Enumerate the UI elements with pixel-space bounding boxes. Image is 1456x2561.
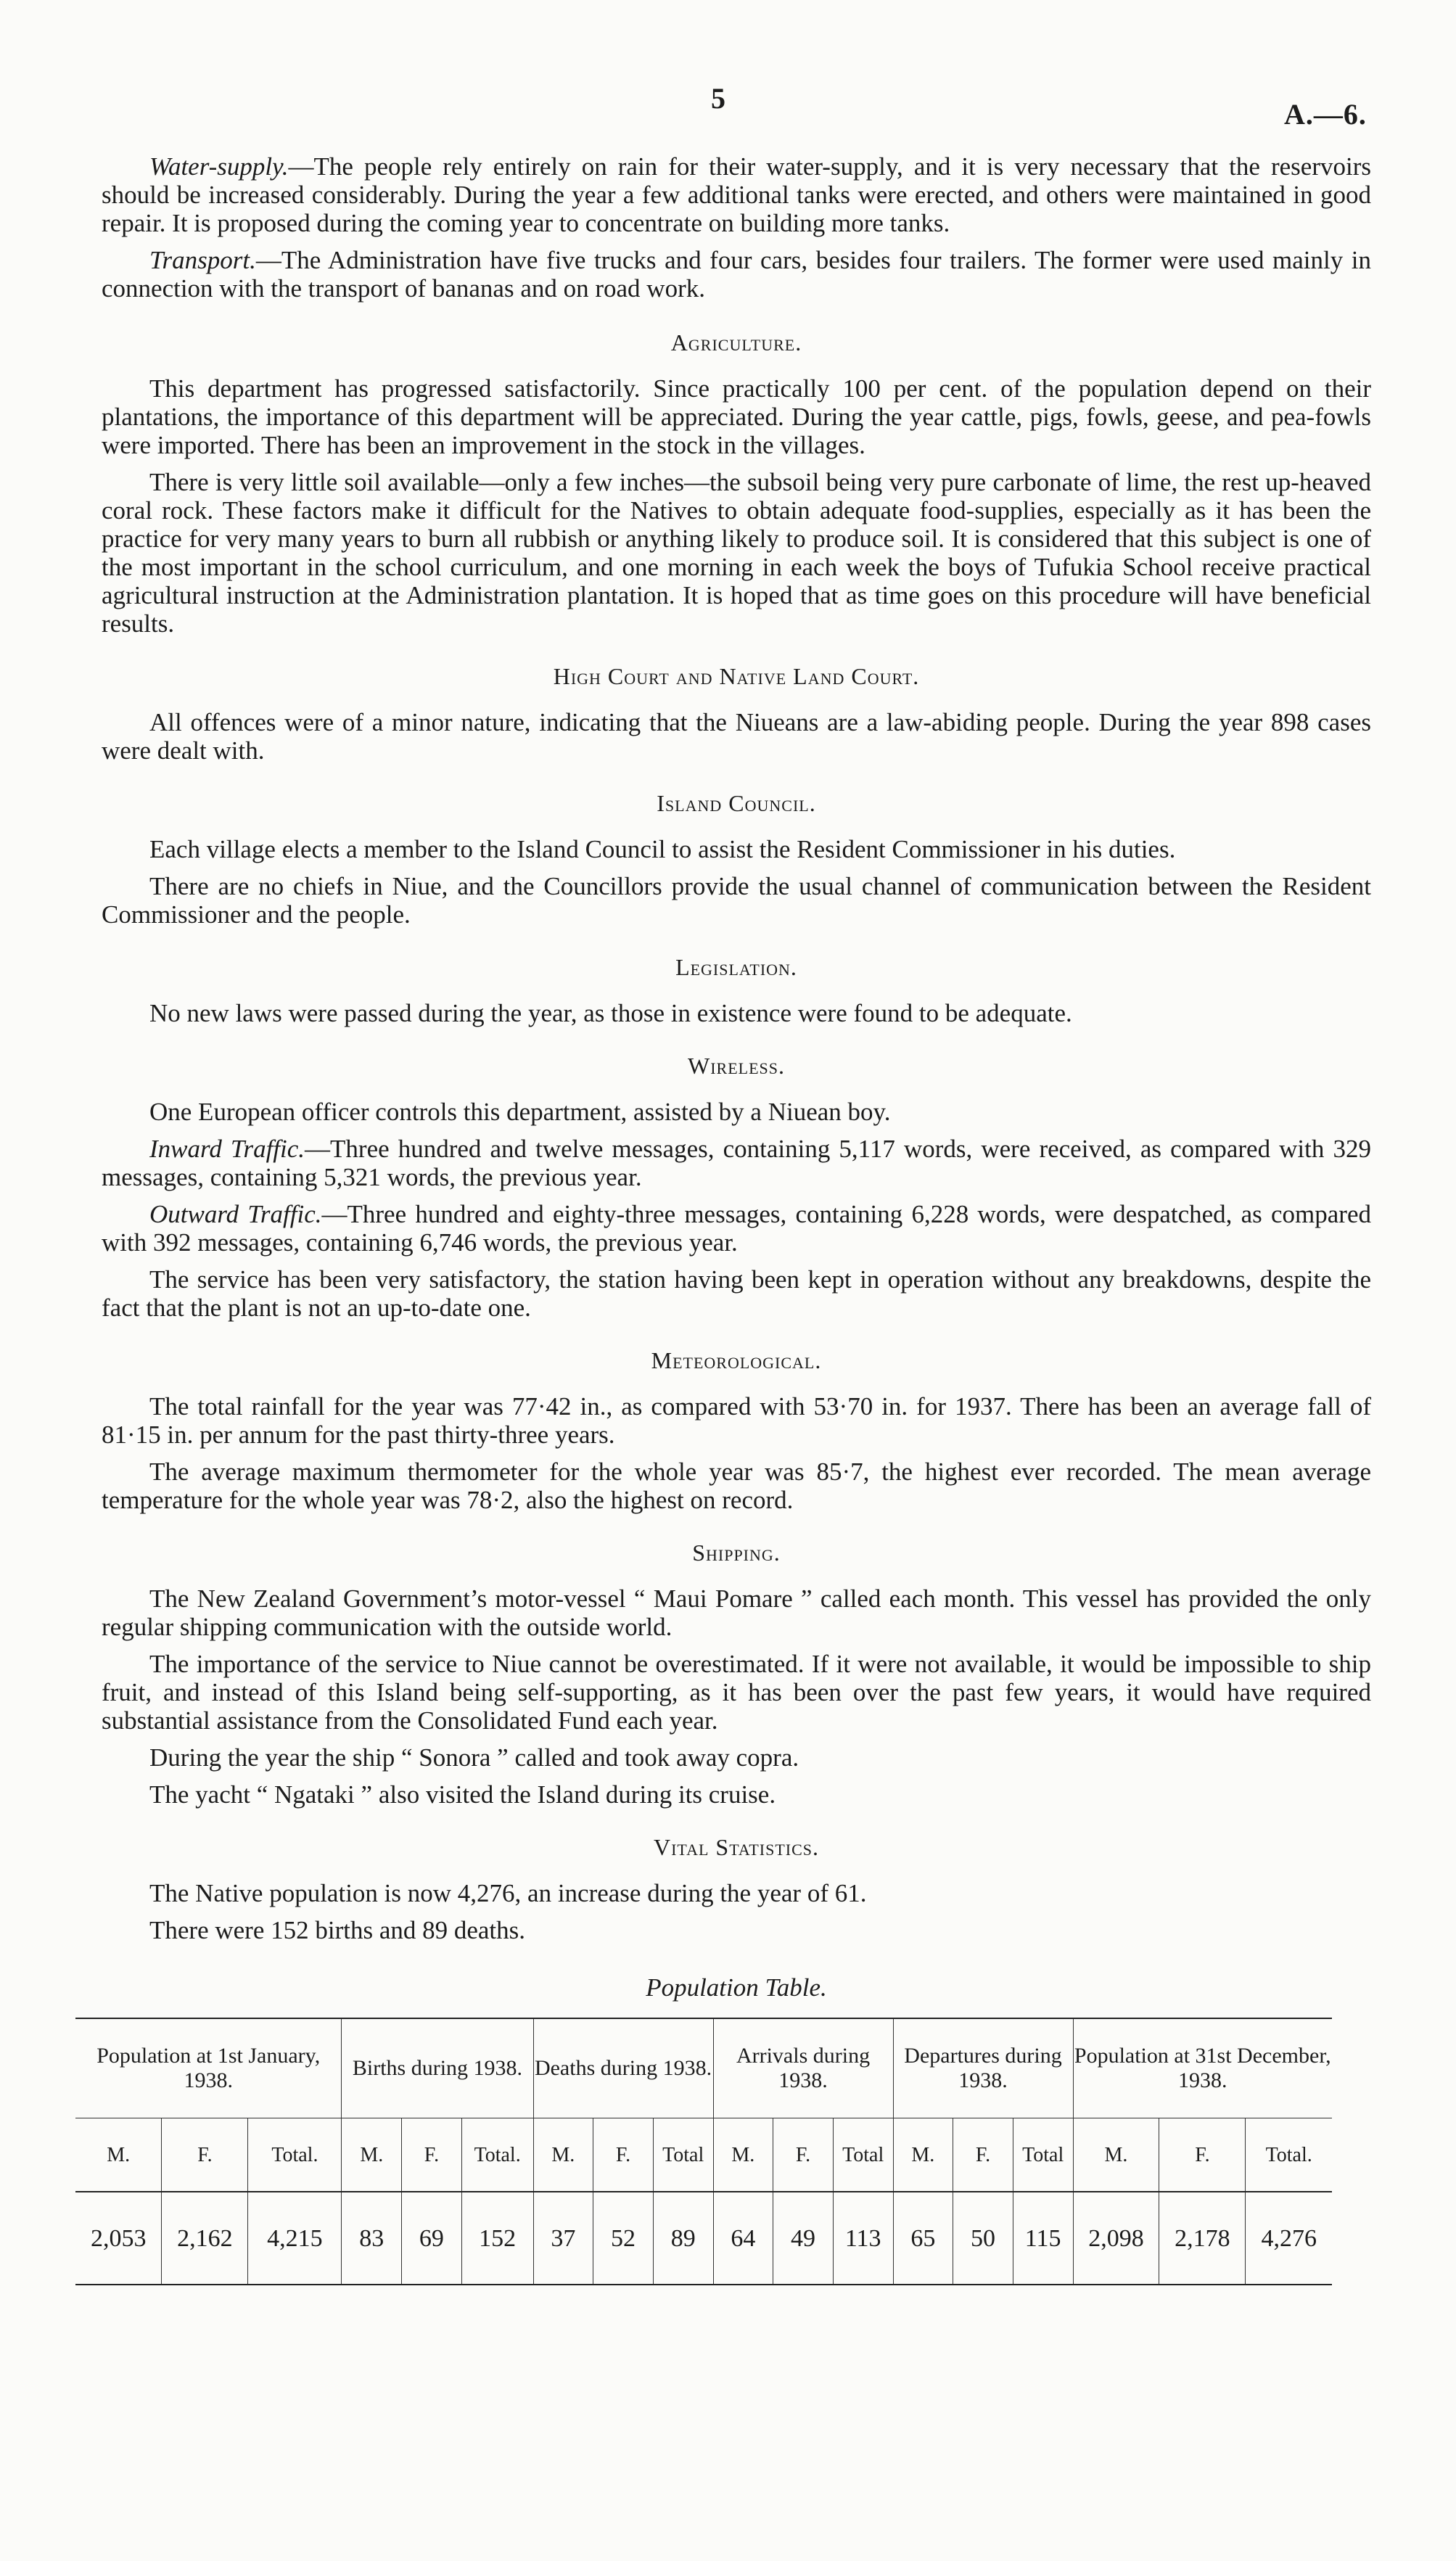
table-cell: 2,162 (162, 2192, 248, 2285)
inward-traffic-lead: Inward Traffic. (149, 1135, 305, 1163)
subheader-cell: F. (773, 2118, 834, 2192)
council-paragraph-2: There are no chiefs in Niue, and the Councillors provide the usual channel of communication between the Resident Commissioner and the people. (102, 872, 1371, 929)
document-code: A.—6. (1284, 98, 1367, 131)
page-number: 5 (711, 82, 725, 115)
vital-statistics-heading: Vital Statistics. (653, 1834, 820, 1860)
outward-traffic-lead: Outward Traffic. (149, 1200, 322, 1228)
table-cell: 152 (461, 2192, 533, 2285)
table-cell: 2,098 (1073, 2192, 1159, 2285)
court-paragraph: All offences were of a minor nature, indicating that the Niueans are a law-abiding people. During the year 898 cases were dealt with. (102, 708, 1371, 765)
population-table-caption: Population Table. (646, 1973, 827, 2002)
table-cell: 50 (953, 2192, 1013, 2285)
table-cell: 65 (893, 2192, 953, 2285)
transport-text: —The Administration have five trucks and four cars, besides four trailers. The former were used mainly in connection with the transport of bananas and on road work. (102, 246, 1371, 303)
subheader-cell: F. (593, 2118, 654, 2192)
water-supply-text: —The people rely entirely on rain for their water-supply, and it is very necessary that the reservoirs should be increased considerably. During the year a few additional tanks were erected, and others were maintained in good repair. It is proposed during the coming year to concentrate on building more tanks. (102, 152, 1371, 237)
subheader-cell: Total (653, 2118, 713, 2192)
body-text (90, 152, 1372, 2285)
table-cell: 2,178 (1159, 2192, 1246, 2285)
subheader-cell: M. (342, 2118, 402, 2192)
agriculture-paragraph-1: This department has progressed satisfactorily. Since practically 100 per cent. of the population depend on their plantations, the importance of this department will be appreciated. During the year cattle, pigs, fowls, geese, and pea-fowls were imported. There has been an improvement in the stock in the villages. (102, 374, 1371, 459)
shipping-paragraph-1: The New Zealand Government’s motor-vessel “ Maui Pomare ” called each month. This vessel has provided the only regular shipping communication with the outside world. (102, 1584, 1371, 1641)
subheader-cell: M. (1073, 2118, 1159, 2192)
council-paragraph-1: Each village elects a member to the Island Council to assist the Resident Commissioner in his duties. (149, 835, 1176, 863)
outward-traffic-text: —Three hundred and eighty-three messages, containing 6,228 words, were despatched, as compared with 392 messages, containing 6,746 words, the previous year. (102, 1200, 1372, 1257)
table-cell: 4,215 (248, 2192, 342, 2285)
inward-traffic-text: —Three hundred and twelve messages, containing 5,117 words, were received, as compared with 329 messages, containing 5,321 words, the previous year. (102, 1135, 1371, 1191)
water-supply-paragraph (102, 152, 1371, 237)
outward-traffic-paragraph (102, 1200, 1371, 1257)
vital-statistics-paragraph-2: There were 152 births and 89 deaths. (149, 1916, 526, 1944)
table-cell: 89 (653, 2192, 713, 2285)
meteorological-heading: Meteorological. (651, 1347, 822, 1373)
group-header-population-end: Population at 31st December, 1938. (1073, 2018, 1332, 2118)
transport-paragraph (102, 246, 1371, 303)
group-header-departures: Departures during 1938. (893, 2018, 1073, 2118)
table-cell: 52 (593, 2192, 654, 2285)
subheader-cell: F. (1159, 2118, 1246, 2192)
subheader-cell: M. (533, 2118, 593, 2192)
population-table-group-header-row (75, 2018, 1332, 2118)
group-header-population-start: Population at 1st January, 1938. (75, 2018, 342, 2118)
agriculture-heading: Agriculture. (670, 329, 802, 355)
wireless-paragraph-4: The service has been very satisfactory, the station having been kept in operation without any breakdowns, despite the fact that the plant is not an up-to-date one. (102, 1265, 1371, 1322)
transport-lead: Transport. (149, 246, 256, 274)
meteorological-paragraph-2: The average maximum thermometer for the whole year was 85·7, the highest ever recorded. The mean average temperature for the whole year was 78·2, also the highest on record. (102, 1458, 1371, 1514)
subheader-cell: F. (953, 2118, 1013, 2192)
subheader-cell: Total (1013, 2118, 1073, 2192)
agriculture-paragraph-2: There is very little soil available—only a few inches—the subsoil being very pure carbonate of lime, the rest up-heaved coral rock. These factors make it difficult for the Natives to obtain adequate food-supplies, especially as it has been the practice for very many years to burn all rubbish or anything likely to produce soil. It is considered that this subject is one of the most important in the school curriculum, and one morning in each week the boys of Tufukia School receive practical agricultural instruction at the Administration plantation. It is hoped that as time goes on this procedure will have beneficial results. (102, 468, 1371, 638)
population-table-subheader-row (75, 2118, 1332, 2192)
group-header-births: Births during 1938. (342, 2018, 533, 2118)
table-cell: 49 (773, 2192, 834, 2285)
population-table-row (75, 2192, 1332, 2285)
table-cell: 64 (713, 2192, 773, 2285)
subheader-cell: M. (75, 2118, 162, 2192)
group-header-arrivals: Arrivals during 1938. (713, 2018, 893, 2118)
subheader-cell: M. (893, 2118, 953, 2192)
table-cell: 37 (533, 2192, 593, 2285)
meteorological-paragraph-1: The total rainfall for the year was 77·42 in., as compared with 53·70 in. for 1937. There has been an average fall of 81·15 in. per annum for the past thirty-three years. (102, 1392, 1371, 1449)
shipping-heading: Shipping. (692, 1540, 781, 1566)
court-heading: High Court and Native Land Court. (553, 663, 920, 689)
subheader-cell: Total (833, 2118, 893, 2192)
table-cell: 83 (342, 2192, 402, 2285)
council-heading: Island Council. (657, 790, 816, 816)
table-cell: 2,053 (75, 2192, 162, 2285)
shipping-paragraph-4: The yacht “ Ngataki ” also visited the Island during its cruise. (149, 1780, 776, 1809)
shipping-paragraph-2: The importance of the service to Niue cannot be overestimated. If it were not available, it would be impossible to ship fruit, and instead of this Island being self-supporting, as it has been over the past few years, it would have required substantial assistance from the Consolidated Fund each year. (102, 1650, 1371, 1735)
inward-traffic-paragraph (102, 1135, 1371, 1191)
shipping-paragraph-3: During the year the ship “ Sonora ” called and took away copra. (149, 1743, 799, 1772)
table-cell: 115 (1013, 2192, 1073, 2285)
subheader-cell: Total. (1246, 2118, 1332, 2192)
subheader-cell: F. (162, 2118, 248, 2192)
group-header-deaths: Deaths during 1938. (533, 2018, 713, 2118)
table-cell: 69 (402, 2192, 462, 2285)
subheader-cell: Total. (461, 2118, 533, 2192)
subheader-cell: Total. (248, 2118, 342, 2192)
subheader-cell: M. (713, 2118, 773, 2192)
legislation-heading: Legislation. (675, 954, 797, 980)
table-cell: 4,276 (1246, 2192, 1332, 2285)
wireless-paragraph-1: One European officer controls this department, assisted by a Niuean boy. (149, 1098, 891, 1126)
vital-statistics-paragraph-1: The Native population is now 4,276, an increase during the year of 61. (149, 1879, 867, 1907)
table-cell: 113 (833, 2192, 893, 2285)
subheader-cell: F. (402, 2118, 462, 2192)
legislation-paragraph: No new laws were passed during the year, as those in existence were found to be adequate. (149, 999, 1072, 1027)
population-table (75, 2018, 1332, 2285)
wireless-heading: Wireless. (688, 1053, 785, 1079)
water-supply-lead: Water-supply. (149, 152, 289, 181)
